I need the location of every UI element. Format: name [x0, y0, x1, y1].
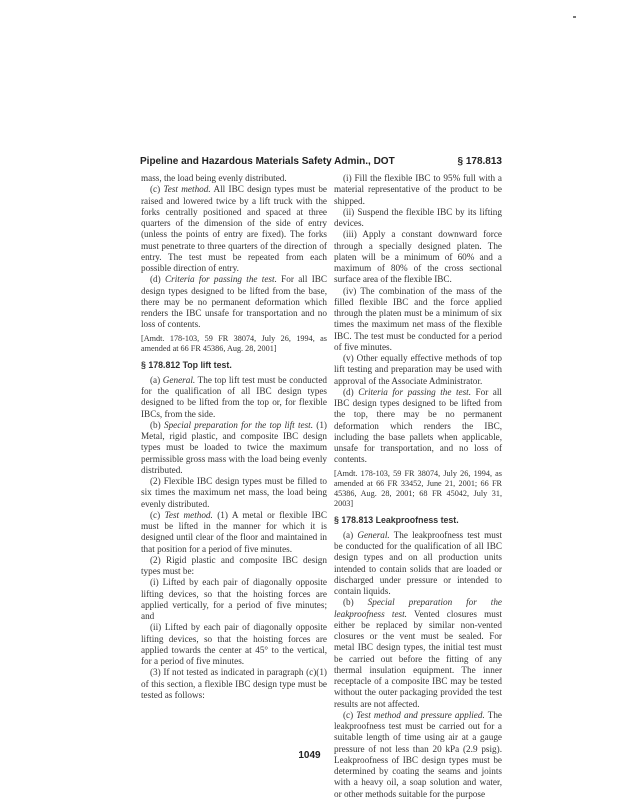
- paragraph: [334, 229, 502, 285]
- paragraph-prefix: (c): [343, 709, 357, 720]
- paragraph-text: The leakproofness test must be conducted for the qualification of all IBC design types and on all production units intended to contain solids that are loaded or discharged under pressure or intended to contain liquids.: [334, 529, 502, 596]
- paragraph-prefix: (a): [150, 374, 163, 385]
- citation: [334, 469, 502, 509]
- section-heading: [334, 515, 502, 526]
- paragraph-prefix: (a): [343, 529, 358, 540]
- paragraph-text: (2) Flexible IBC design types must be filled to six times the maximum net mass, the load being evenly distributed.: [141, 476, 327, 509]
- paragraph-prefix: (b): [343, 597, 368, 608]
- paragraph: [334, 286, 502, 354]
- paragraph-text: (2) Rigid plastic and composite IBC design types must be:: [141, 554, 327, 576]
- paragraph-prefix: (d): [150, 274, 166, 285]
- header-section: § 178.813: [457, 156, 502, 167]
- paragraph-italic: Test method.: [163, 184, 211, 195]
- citation: [141, 334, 327, 354]
- paragraph-prefix: (b): [150, 419, 164, 430]
- paragraph-text: The top lift test must be conducted for the qualification of all IBC design types designed to be lifted from the top or, for flexible IBCs, from the side.: [141, 374, 327, 419]
- paragraph-text: All IBC design types must be raised and lowered twice by a lift truck with the forks centrally positioned and spaced at three quarters of the dimension of the side of entry (unless the points of entry are fixed). The forks must penetrate to three quarters of the direction of entry. The test must be repeated from each possible direction of entry.: [141, 184, 327, 273]
- paragraph-prefix: (c): [150, 184, 164, 195]
- paragraph-text: The leakproofness test must be carried out for a suitable length of time using air at a gauge pressure of not less than 20 kPa (2.9 psig). Leakproofness of IBC design types must be determined by coating the seams and joints with a heavy oil, a soap solution and water, or other methods suitable for the purpose: [334, 709, 502, 799]
- paragraph: [141, 375, 327, 420]
- paragraph: [141, 184, 327, 274]
- paragraph-italic: Criteria for passing the test.: [165, 274, 277, 285]
- paragraph-italic: Test method and pressure applied.: [356, 709, 485, 720]
- paragraph-text: (i) Lifted by each pair of diagonally opposite lifting devices, so that the hoisting forces are applied vertically, for a period of five minutes; and: [141, 577, 327, 621]
- paragraph-text: § 178.812 Top lift test.: [141, 359, 232, 370]
- paragraph: [334, 173, 502, 207]
- paragraph-text: § 178.813 Leakproofness test.: [334, 514, 459, 525]
- left-column: [141, 173, 327, 701]
- paragraph: [334, 353, 502, 387]
- paragraph-italic: General.: [162, 374, 196, 385]
- paragraph-text: For all IBC design types designed to be lifted from the top, there may be no permanent deformation which renders the IBC, including the base pallets when applicable, unsafe for transportation, and no loss of contents.: [334, 386, 502, 465]
- paragraph-text: Vented closures must either be replaced by similar non-vented closures or the vent must be sealed. For metal IBC design types, the initial test must be carried out before the fitting of any thermal insulation equipment. The inner receptacle of a composite IBC may be tested without the outer packaging provided the test results are not affected.: [334, 608, 502, 709]
- paragraph: [141, 420, 327, 476]
- header-title: Pipeline and Hazardous Materials Safety Admin., DOT: [140, 156, 395, 167]
- paragraph-text: (i) Fill the flexible IBC to 95% full with a material representative of the product to be shipped.: [334, 173, 502, 206]
- paragraph-text: (ii) Suspend the flexible IBC by its lifting devices.: [334, 206, 502, 228]
- paragraph: [334, 597, 502, 710]
- paragraph-text: (3) If not tested as indicated in paragraph (c)(1) of this section, a flexible IBC design type must be tested as follows:: [141, 667, 327, 700]
- paragraph: [141, 510, 327, 555]
- right-column: [334, 173, 502, 800]
- paragraph-italic: Criteria for passing the test.: [358, 386, 471, 397]
- paragraph-text: (1) A metal or flexible IBC must be lifted in the manner for which it is designed until clear of the floor and maintained in that position for a period of five minutes.: [141, 509, 327, 554]
- scan-mark: [573, 16, 576, 18]
- paragraph-text: (1) Metal, rigid plastic, and composite IBC design types must be loaded to twice the maximum permissible gross mass with the load being evenly distributed.: [141, 419, 327, 475]
- paragraph-text: mass, the load being evenly distributed.: [141, 173, 287, 183]
- paragraph: [141, 667, 327, 701]
- paragraph-italic: Special preparation for the top lift test.: [163, 419, 314, 430]
- paragraph: [141, 622, 327, 667]
- paragraph-text: (iv) The combination of the mass of the filled flexible IBC and the force applied through the platen must be a minimum of six times the maximum net mass of the flexible IBC. The test must be conducted for a period of five minutes.: [334, 285, 502, 352]
- paragraph-italic: General.: [357, 529, 390, 540]
- paragraph: [141, 274, 327, 330]
- paragraph-text: [Amdt. 178-103, 59 FR 38074, July 26, 1994, as amended at 66 FR 45386, Aug. 28, 2001]: [141, 333, 327, 353]
- paragraph-text: [Amdt. 178-103, 59 FR 38074, July 26, 1994, as amended at 66 FR 33452, June 21, 2001; 66 FR 45386, Aug. 28, 2001; 68 FR 45042, July 31, 2003]: [334, 468, 502, 508]
- paragraph-text: (v) Other equally effective methods of top lift testing and preparation may be used with approval of the Associate Administrator.: [334, 353, 502, 386]
- paragraph-text: For all IBC design types designed to be lifted from the base, there may be no permanent deformation which renders the IBC unsafe for transportation and no loss of contents.: [141, 274, 328, 330]
- paragraph: [334, 530, 502, 598]
- section-heading: [141, 360, 327, 371]
- paragraph: [141, 476, 327, 510]
- paragraph-italic: Test method.: [164, 509, 213, 520]
- paragraph-text: (ii) Lifted by each pair of diagonally opposite lifting devices, so that the hoisting forces are applied towards the center at 45° to the vertical, for a period of five minutes.: [141, 622, 327, 666]
- paragraph-text: (iii) Apply a constant downward force through a specially designed platen. The platen will be a minimum of 60% and a maximum of 80% of the cross sectional surface area of the flexible IBC.: [334, 229, 502, 285]
- paragraph: [334, 207, 502, 230]
- paragraph-prefix: (d): [343, 386, 359, 397]
- paragraph: [141, 555, 327, 578]
- paragraph: [141, 577, 327, 622]
- paragraph: [141, 173, 327, 184]
- page-number: 1049: [298, 750, 321, 761]
- paragraph-italic: Special preparation for the leakproofness test.: [334, 597, 502, 619]
- paragraph: [334, 387, 502, 466]
- paragraph-prefix: (c): [150, 509, 165, 520]
- running-header: [140, 156, 502, 167]
